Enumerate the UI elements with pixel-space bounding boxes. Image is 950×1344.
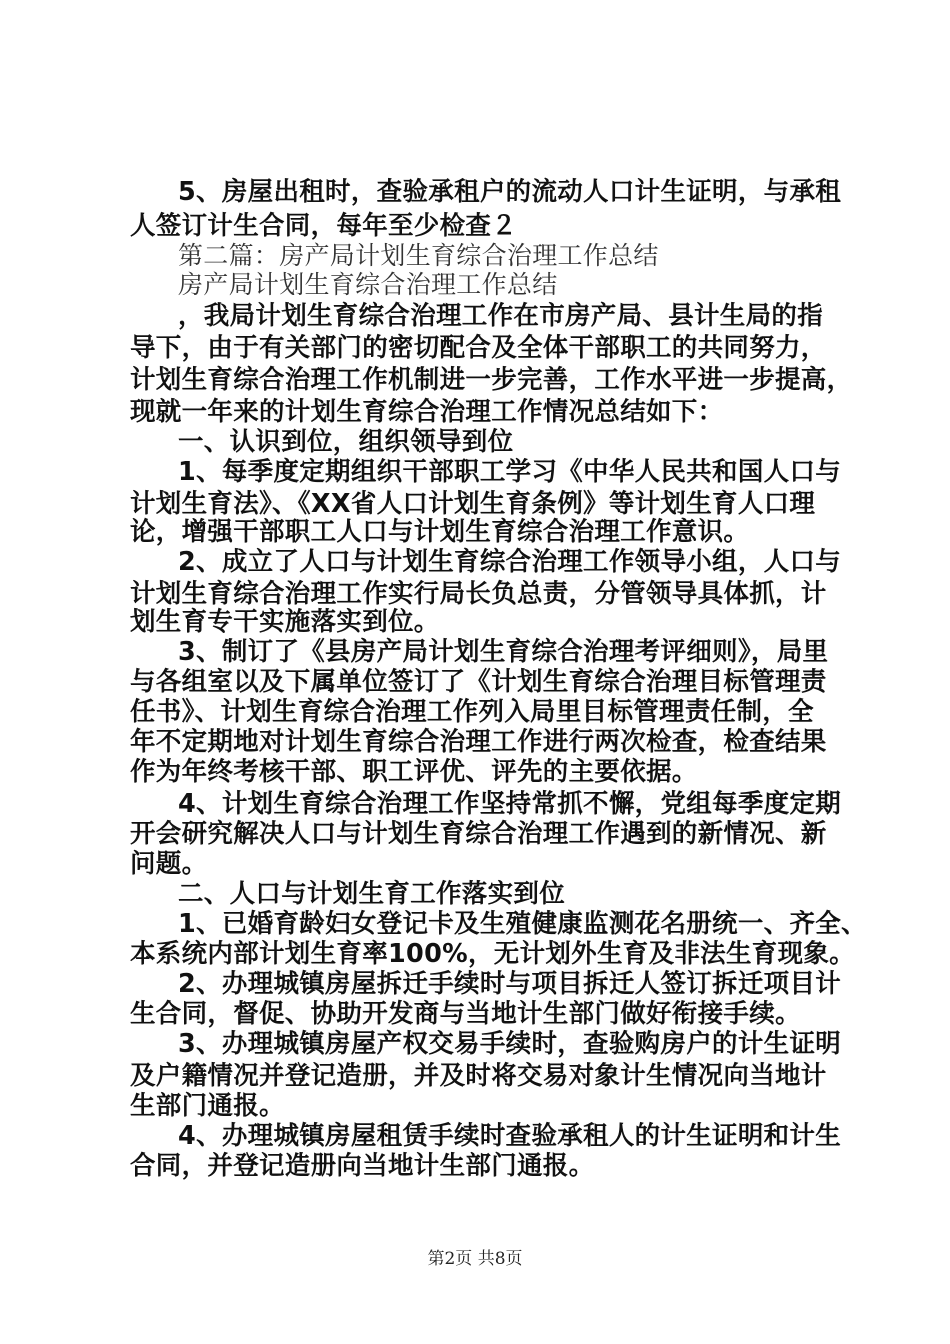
paragraph-line: 本系统内部计划生育率100%，无计划外生育及非法生育现象。 <box>130 939 855 969</box>
paragraph-line: 2、办理城镇房屋拆迁手续时与项目拆迁人签订拆迁项目计 <box>178 969 842 999</box>
section-title: 第二篇：房产局计划生育综合治理工作总结 <box>178 241 659 270</box>
section-heading: 二、人口与计划生育工作落实到位 <box>178 879 566 909</box>
section-heading: 一、认识到位，组织领导到位 <box>178 427 514 457</box>
paragraph-line: 导下，由于有关部门的密切配合及全体干部职工的共同努力， <box>130 333 827 363</box>
paragraph-line: 生合同，督促、协助开发商与当地计生部门做好衔接手续。 <box>130 999 801 1029</box>
paragraph-line: 2、成立了人口与计划生育综合治理工作领导小组，人口与 <box>178 547 842 577</box>
paragraph-line: 5、房屋出租时，查验承租户的流动人口计生证明，与承租 <box>178 177 842 207</box>
paragraph-line: 年不定期地对计划生育综合治理工作进行两次检查，检查结果 <box>130 727 827 757</box>
paragraph-line: 计划生育法》、《XX省人口计划生育条例》等计划生育人口理 <box>130 489 816 519</box>
paragraph-line: 与各组室以及下属单位签订了《计划生育综合治理目标管理责 <box>130 667 827 697</box>
paragraph-line: 作为年终考核干部、职工评优、评先的主要依据。 <box>130 757 698 787</box>
paragraph-line: 论，增强干部职工人口与计划生育综合治理工作意识。 <box>130 517 750 547</box>
paragraph-line: 计划生育综合治理工作实行局长负总责，分管领导具体抓，计 <box>130 579 827 609</box>
paragraph-line: 人签订计生合同，每年至少检查２ <box>130 211 518 241</box>
paragraph-line: 现就一年来的计划生育综合治理工作情况总结如下： <box>130 397 724 427</box>
paragraph-line: 4、办理城镇房屋租赁手续时查验承租人的计生证明和计生 <box>178 1121 842 1151</box>
paragraph-line: 及户籍情况并登记造册，并及时将交易对象计生情况向当地计 <box>130 1061 827 1091</box>
paragraph-line: 开会研究解决人口与计划生育综合治理工作遇到的新情况、新 <box>130 819 827 849</box>
paragraph-line: 任书》、计划生育综合治理工作列入局里目标管理责任制，全 <box>130 697 814 727</box>
paragraph-line: 问题。 <box>130 849 208 879</box>
document-title: 房产局计划生育综合治理工作总结 <box>178 270 558 299</box>
paragraph-line: ，我局计划生育综合治理工作在市房产局、县计生局的指 <box>178 301 824 331</box>
paragraph-line: 计划生育综合治理工作机制进一步完善，工作水平进一步提高， <box>130 365 853 395</box>
paragraph-line: 合同，并登记造册向当地计生部门通报。 <box>130 1151 595 1181</box>
paragraph-line: 划生育专干实施落实到位。 <box>130 607 440 637</box>
page-number-footer: 第2页 共8页 <box>427 1249 523 1269</box>
paragraph-line: 4、计划生育综合治理工作坚持常抓不懈，党组每季度定期 <box>178 789 842 819</box>
paragraph-line: 1、已婚育龄妇女登记卡及生殖健康监测花名册统一、齐全、 <box>178 909 867 939</box>
paragraph-line: 生部门通报。 <box>130 1091 285 1121</box>
paragraph-line: 3、制订了《县房产局计划生育综合治理考评细则》，局里 <box>178 637 829 667</box>
paragraph-line: 1、每季度定期组织干部职工学习《中华人民共和国人口与 <box>178 457 842 487</box>
paragraph-line: 3、办理城镇房屋产权交易手续时，查验购房户的计生证明 <box>178 1029 842 1059</box>
